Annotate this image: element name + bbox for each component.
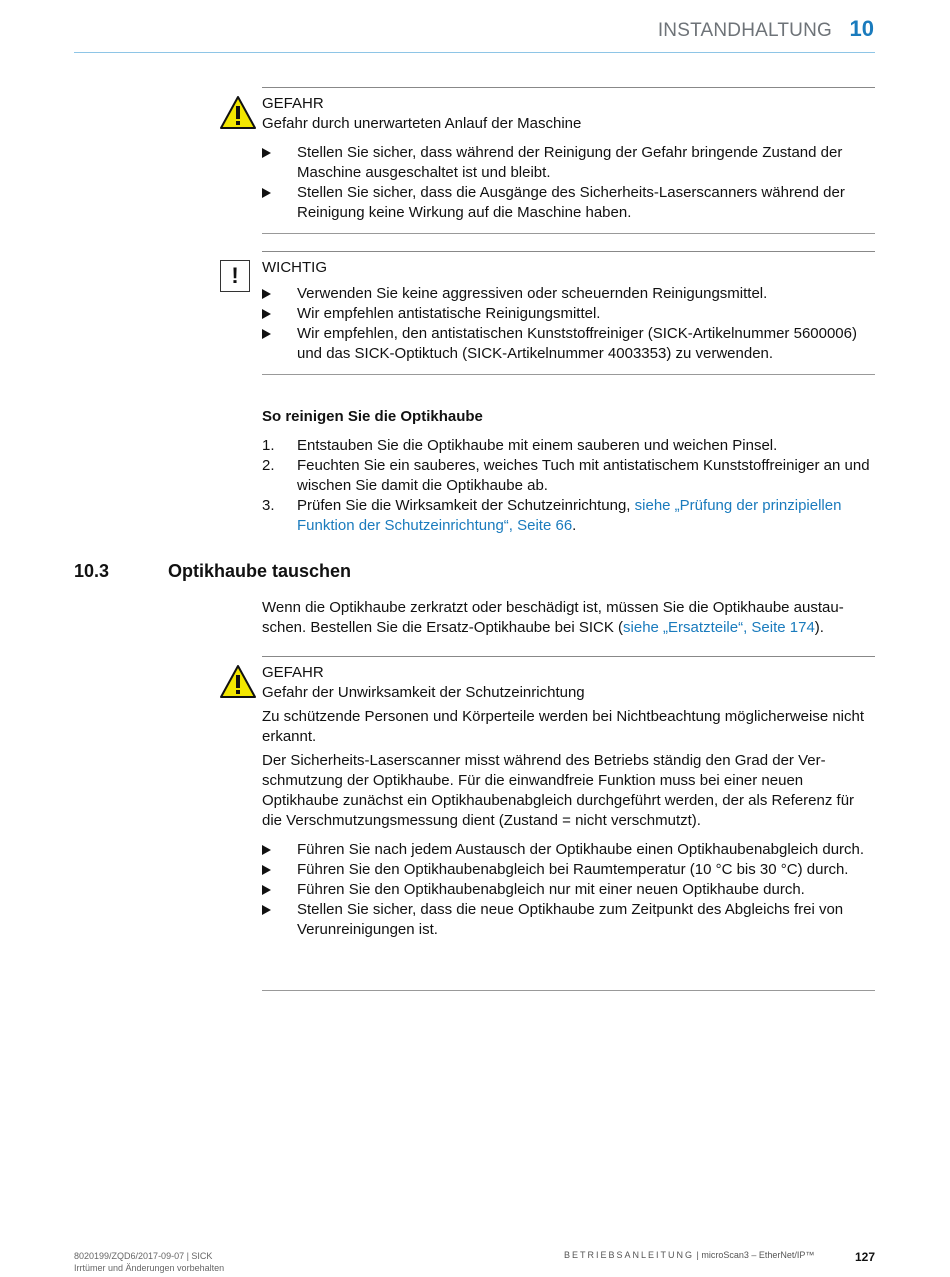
procedure-title: So reinigen Sie die Optikhaube: [262, 408, 483, 425]
procedure-steps: [262, 436, 875, 536]
list-item: 1. Entstauben Sie die Optikhaube mit einem sauberen und weichen Pinsel.: [262, 437, 778, 454]
disclaimer: Irrtümer und Änderungen vorbehalten: [74, 1263, 225, 1273]
bullet-triangle-icon: [262, 309, 271, 319]
danger-paragraph: Der Sicherheits-Laserscanner misst während des Betriebs ständig den Grad der Verschmutzung der Optikhaube. Für die einwandfreie Funktion muss bei einer neuen Optikhaube zunächst ein Optikhaubenabgleich durchgeführt werden, der als Referenz für die Verschmutzungsmessung dient (Zustand = nicht verschmutzt).: [262, 752, 855, 829]
bullet-triangle-icon: [262, 845, 271, 855]
warning-triangle-icon: [219, 664, 257, 699]
notice-top-rule: [262, 656, 875, 657]
manual-type: BETRIEBSANLEITUNG: [564, 1250, 695, 1260]
danger-notice-1: [262, 87, 875, 223]
warning-triangle-icon: [219, 95, 257, 130]
danger-label: GEFAHR: [262, 664, 324, 681]
footer-center: [564, 1250, 814, 1260]
notice-top-rule: [262, 87, 875, 88]
chapter-number: 10: [849, 16, 874, 41]
document-id: 8020199/ZQD6/2017-09-07 | SICK: [74, 1251, 213, 1261]
danger-label: GEFAHR: [262, 95, 324, 112]
list-item: Stellen Sie sicher, dass während der Reinigung der Gefahr bringende Zustand der Maschine ausgeschaltet ist und bleibt.: [262, 143, 875, 183]
product-name: | microScan3 – EtherNet/IP™: [694, 1250, 815, 1260]
procedure: [262, 407, 875, 536]
danger-paragraph: Zu schützende Personen und Körperteile werden bei Nichtbeachtung möglicherweise nicht erkannt.: [262, 708, 865, 745]
danger-subtitle: Gefahr der Unwirksamkeit der Schutzeinrichtung: [262, 684, 585, 701]
list-item: Wir empfehlen, den antistatischen Kunststoffreiniger (SICK-Artikelnummer 5600006) und das SICK-Optiktuch (SICK-Artikelnummer 4003353) zu verwenden.: [262, 324, 875, 364]
cross-reference-link[interactable]: siehe „Prüfung der prinzipiellen Funktion der Schutzeinrichtung“, Seite 66: [297, 497, 842, 534]
bullet-triangle-icon: [262, 905, 271, 915]
list-item: 2. Feuchten Sie ein sauberes, weiches Tuch mit antistatischem Kunststoffreiniger an und wischen Sie damit die Optikhaube ab.: [262, 457, 870, 494]
footer-left: [74, 1250, 224, 1274]
important-list: [262, 284, 875, 364]
important-notice: [262, 251, 875, 364]
bullet-triangle-icon: [262, 289, 271, 299]
section-number: 10.3: [74, 561, 110, 581]
cross-reference-link[interactable]: siehe „Ersatzteile“, Seite 174: [623, 619, 815, 636]
exclamation-box-icon: !: [220, 260, 250, 292]
list-item: Verwenden Sie keine aggressiven oder scheuernden Reinigungsmittel.: [262, 284, 875, 304]
bullet-triangle-icon: [262, 148, 271, 158]
bullet-triangle-icon: [262, 865, 271, 875]
danger-notice-2: [262, 656, 875, 940]
notice-bottom-rule: [262, 233, 875, 234]
list-item: Stellen Sie sicher, dass die Ausgänge des Sicherheits-Laserscanners während der Reinigung keine Wirkung auf die Maschine haben.: [262, 183, 875, 223]
section-intro: Wenn die Optikhaube zerkratzt oder beschädigt ist, müssen Sie die Optikhaube austauschen. Bestellen Sie die Ersatz-Optikhaube bei SICK (siehe „Ersatzteile“, Seite 174).: [262, 599, 844, 636]
list-item: Stellen Sie sicher, dass die neue Optikhaube zum Zeitpunkt des Abgleichs frei von Verunreinigungen ist.: [262, 900, 875, 940]
list-item: Führen Sie den Optikhaubenabgleich nur mit einer neuen Optikhaube durch.: [262, 880, 875, 900]
important-label: WICHTIG: [262, 259, 327, 276]
notice-bottom-rule: [262, 374, 875, 375]
page-number: 127: [854, 1250, 875, 1264]
list-item: Wir empfehlen antistatische Reinigungsmittel.: [262, 304, 875, 324]
notice-bottom-rule: [262, 990, 875, 991]
danger-list: [262, 143, 875, 223]
bullet-triangle-icon: [262, 188, 271, 198]
bullet-triangle-icon: [262, 885, 271, 895]
list-item: Führen Sie nach jedem Austausch der Optikhaube einen Optikhaubenabgleich durch.: [262, 840, 875, 860]
notice-top-rule: [262, 251, 875, 252]
chapter-title: INSTANDHALTUNG: [657, 20, 832, 41]
list-item: Führen Sie den Optikhaubenabgleich bei Raumtemperatur (10 °C bis 30 °C) durch.: [262, 860, 875, 880]
danger-list: [262, 840, 875, 940]
danger-subtitle: Gefahr durch unerwarteten Anlauf der Maschine: [262, 115, 582, 132]
bullet-triangle-icon: [262, 329, 271, 339]
section-title: Optikhaube tauschen: [168, 561, 352, 581]
header-divider: [74, 52, 875, 53]
list-item: 3. Prüfen Sie die Wirksamkeit der Schutzeinrichtung, siehe „Prüfung der prinzipiellen Funktion der Schutzeinrichtung“, Seite 66.: [262, 497, 842, 534]
